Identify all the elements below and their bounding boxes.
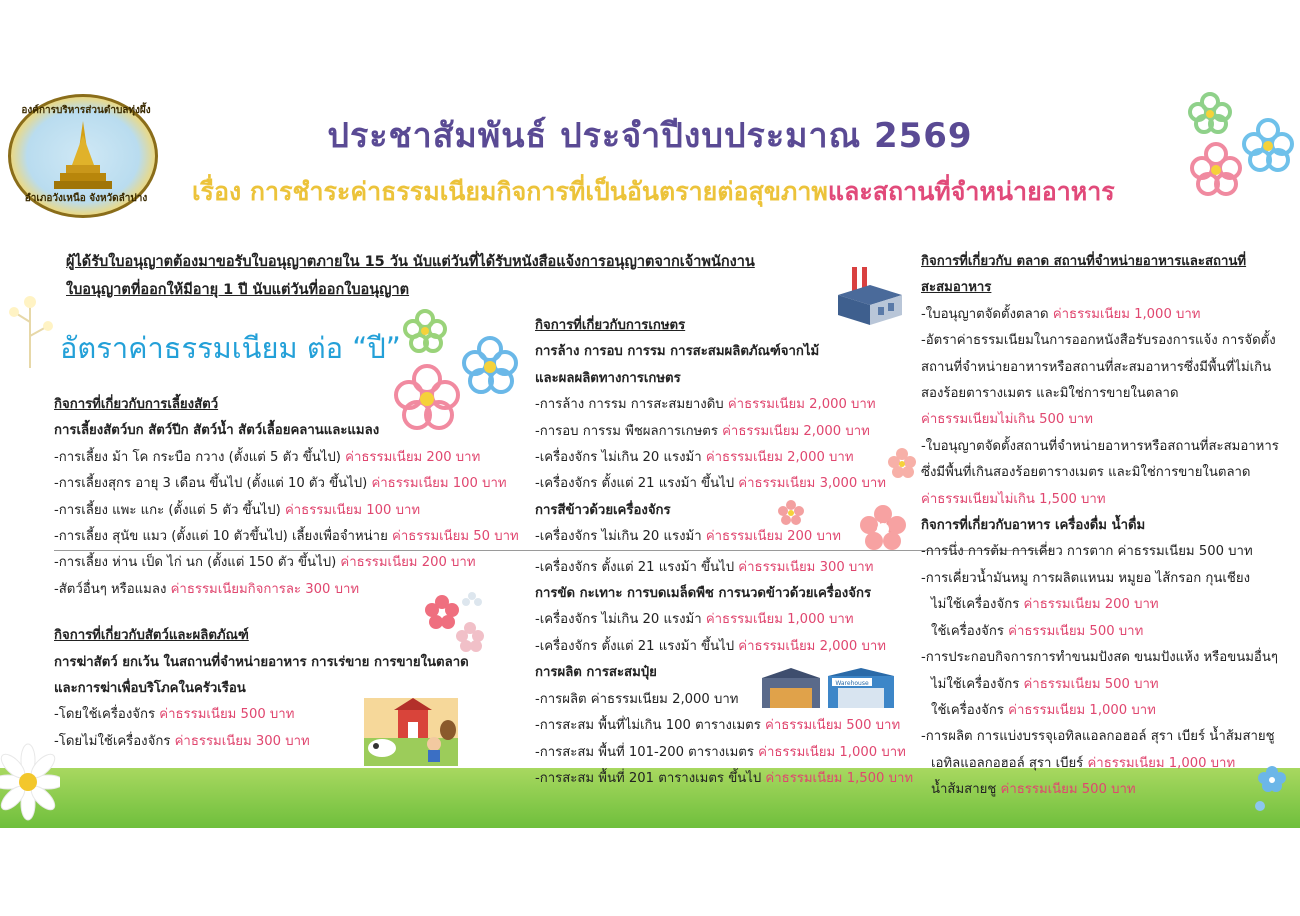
list-item: -เครื่องจักร ไม่เกิน 20 แรงม้า ค่าธรรมเนียม 200 บาท	[535, 529, 841, 545]
list-item: -สัตว์อื่นๆ หรือแมลง ค่าธรรมเนียมกิจการละ 300 บาท	[54, 581, 360, 597]
list-item: -อัตราค่าธรรมเนียมในการออกหนังสือรับรองการแจ้ง การจัดตั้ง	[921, 333, 1276, 349]
list-item: -โดยไม่ใช้เครื่องจักร ค่าธรรมเนียม 300 บาท	[54, 733, 310, 749]
middle-column	[535, 313, 913, 792]
rice-heading: การสีข้าวด้วยเครื่องจักร	[535, 502, 671, 518]
list-item: -เครื่องจักร ตั้งแต่ 21 แรงม้า ขึ้นไป ค่าธรรมเนียม 2,000 บาท	[535, 638, 886, 654]
agri-heading: กิจการที่เกี่ยวกับการเกษตร	[535, 318, 686, 333]
warehouse-label: Warehouse	[835, 680, 869, 687]
list-item: -การเคี่ยวน้ำมันหมู การผลิตแหนม หมูยอ ไส้กรอก กุนเชียง	[921, 570, 1251, 586]
list-item: -ใบอนุญาตจัดตั้งสถานที่จำหน่ายอาหารหรือสถานที่สะสมอาหาร	[921, 438, 1279, 454]
animal-heading: กิจการที่เกี่ยวกับการเลี้ยงสัตว์	[54, 397, 219, 412]
list-item: -การสะสม พื้นที่ไม่เกิน 100 ตารางเมตร ค่าธรรมเนียม 500 บาท	[535, 718, 901, 734]
list-item: ใช้เครื่องจักร ค่าธรรมเนียม 1,000 บาท	[931, 702, 1156, 718]
list-item: -การเลี้ยง แพะ แกะ (ตั้งแต่ 5 ตัว ขึ้นไป) ค่าธรรมเนียม 100 บาท	[54, 502, 421, 518]
animal-subheading: การเลี้ยงสัตว์บก สัตว์ปีก สัตว์น้ำ สัตว์เลื้อยคลานและแมลง	[54, 423, 380, 439]
list-item: ไม่ใช้เครื่องจักร ค่าธรรมเนียม 200 บาท	[931, 597, 1159, 613]
right-column	[921, 249, 1279, 804]
list-item: -การเลี้ยง สุนัข แมว (ตั้งแต่ 10 ตัวขึ้นไป) เลี้ยงเพื่อจำหน่าย ค่าธรรมเนียม 50 บาท	[54, 529, 519, 545]
product-heading: กิจการที่เกี่ยวกับสัตว์และผลิตภัณฑ์	[54, 628, 249, 644]
list-item: -การเลี้ยง ม้า โค กระบือ กวาง (ตั้งแต่ 5 ตัว ขึ้นไป) ค่าธรรมเนียม 200 บาท	[54, 449, 481, 465]
flower-decoration-left	[4, 292, 56, 372]
daisy-decoration	[0, 742, 60, 822]
seed-heading: การขัด กะเทาะ การบดเมล็ดพืช การนวดข้าวด้วยเครื่องจักร	[535, 586, 872, 602]
notice-line2: ใบอนุญาตที่ออกให้มีอายุ 1 ปี นับแต่วันที่ออกใบอนุญาต	[66, 282, 410, 298]
logo-top-text: องค์การบริหารส่วนตำบลทุ่งผึ้ง	[21, 105, 151, 116]
market-heading-2: สะสมอาหาร	[921, 280, 992, 296]
page-subtitle	[192, 172, 1115, 212]
list-item: สองร้อยตารางเมตร และมิใช่การขายในตลาด	[921, 386, 1179, 402]
list-item: ใช้เครื่องจักร ค่าธรรมเนียม 500 บาท	[931, 623, 1144, 639]
list-item: -การอบ การรม พืชผลการเกษตร ค่าธรรมเนียม 2,000 บาท	[535, 423, 870, 439]
fert-heading: การผลิต การสะสมปุ๋ย	[535, 665, 657, 681]
list-item: ซึ่งมีพื้นที่เกินสองร้อยตารางเมตร และมิใช่การขายในตลาด	[921, 465, 1251, 481]
list-item: เอทิลแอลกอฮอล์ สุรา เบียร์ ค่าธรรมเนียม 1,000 บาท	[931, 755, 1236, 771]
list-item: -โดยใช้เครื่องจักร ค่าธรรมเนียม 500 บาท	[54, 707, 295, 723]
product-subheading-1: การฆ่าสัตว์ ยกเว้น ในสถานที่จำหน่ายอาหาร การเร่ขาย การขายในตลาด	[54, 654, 469, 670]
notice-line1: ผู้ได้รับใบอนุญาตต้องมาขอรับใบอนุญาตภายใน 15 วัน นับแต่วันที่ได้รับหนังสือแจ้งการอนุญาตจากเจ้าพนักงาน	[66, 254, 755, 270]
list-item: -เครื่องจักร ไม่เกิน 20 แรงม้า ค่าธรรมเนียม 1,000 บาท	[535, 612, 854, 628]
product-subheading-2: และการฆ่าเพื่อบริโภคในครัวเรือน	[54, 681, 246, 697]
license-notice	[66, 248, 755, 304]
rate-heading: อัตราค่าธรรมเนียม ต่อ “ปี”	[60, 331, 401, 365]
list-item: -การนึ่ง การต้ม การเคี่ยว การตาก ค่าธรรมเนียม 500 บาท	[921, 544, 1253, 560]
fee-text: ค่าธรรมเนียมไม่เกิน 1,500 บาท	[921, 491, 1106, 507]
list-item: -ใบอนุญาตจัดตั้งตลาด ค่าธรรมเนียม 1,000 บาท	[921, 306, 1201, 322]
list-item: สถานที่จำหน่ายอาหารหรือสถานที่สะสมอาหารซึ่งมีพื้นที่ไม่เกิน	[921, 359, 1272, 375]
logo-bottom-text: อำเภอวังเหนือ จังหวัดลำปาง	[24, 193, 148, 204]
left-column	[54, 392, 519, 755]
list-item: -การผลิต ค่าธรรมเนียม 2,000 บาท	[535, 691, 739, 707]
list-item: -การล้าง การรม การสะสมยางดิบ ค่าธรรมเนียม 2,000 บาท	[535, 397, 876, 413]
page-title: ประชาสัมพันธ์ ประจำปีงบประมาณ 2569	[327, 116, 973, 156]
list-item: -เครื่องจักร ตั้งแต่ 21 แรงม้า ขึ้นไป ค่าธรรมเนียม 3,000 บาท	[535, 476, 886, 492]
subtitle-part1: เรื่อง การชำระค่าธรรมเนียมกิจการที่เป็นอันตรายต่อสุขภาพ	[192, 177, 828, 206]
list-item: -เครื่องจักร ตั้งแต่ 21 แรงม้า ขึ้นไป ค่าธรรมเนียม 300 บาท	[535, 559, 874, 575]
list-item: -การสะสม พื้นที่ 201 ตารางเมตร ขึ้นไป ค่าธรรมเนียม 1,500 บาท	[535, 770, 914, 786]
market-heading-1: กิจการที่เกี่ยวกับ ตลาด สถานที่จำหน่ายอาหารและสถานที่	[921, 254, 1247, 269]
subtitle-part2: และสถานที่จำหน่ายอาหาร	[827, 177, 1115, 206]
list-item: ไม่ใช้เครื่องจักร ค่าธรรมเนียม 500 บาท	[931, 676, 1159, 692]
list-item: -การเลี้ยง ห่าน เป็ด ไก่ นก (ตั้งแต่ 150 ตัว ขึ้นไป) ค่าธรรมเนียม 200 บาท	[54, 555, 476, 571]
list-item: -การสะสม พื้นที่ 101-200 ตารางเมตร ค่าธรรมเนียม 1,000 บาท	[535, 744, 906, 760]
list-item: -การประกอบกิจการการทำขนมปังสด ขนมปังแห้ง หรือขนมอื่นๆ	[921, 650, 1278, 666]
food-heading: กิจการที่เกี่ยวกับอาหาร เครื่องดื่ม น้ำดื่ม	[921, 518, 1146, 534]
list-item: -การผลิต การแบ่งบรรจุเอทิลแอลกอฮอล์ สุรา เบียร์ น้ำส้มสายชู	[921, 729, 1275, 745]
agri-subheading-2: และผลผลิตทางการเกษตร	[535, 370, 681, 386]
list-item: -การเลี้ยงสุกร อายุ 3 เดือน ขึ้นไป (ตั้งแต่ 10 ตัว ขึ้นไป) ค่าธรรมเนียม 100 บาท	[54, 476, 507, 492]
list-item: น้ำส้มสายชู ค่าธรรมเนียม 500 บาท	[931, 782, 1136, 798]
fee-text: ค่าธรรมเนียมไม่เกิน 500 บาท	[921, 412, 1093, 428]
flower-decoration-top-right	[1180, 90, 1295, 210]
list-item: -เครื่องจักร ไม่เกิน 20 แรงม้า ค่าธรรมเนียม 2,000 บาท	[535, 450, 854, 466]
agri-subheading-1: การล้าง การอบ การรม การสะสมผลิตภัณฑ์จากไม้	[535, 344, 820, 360]
